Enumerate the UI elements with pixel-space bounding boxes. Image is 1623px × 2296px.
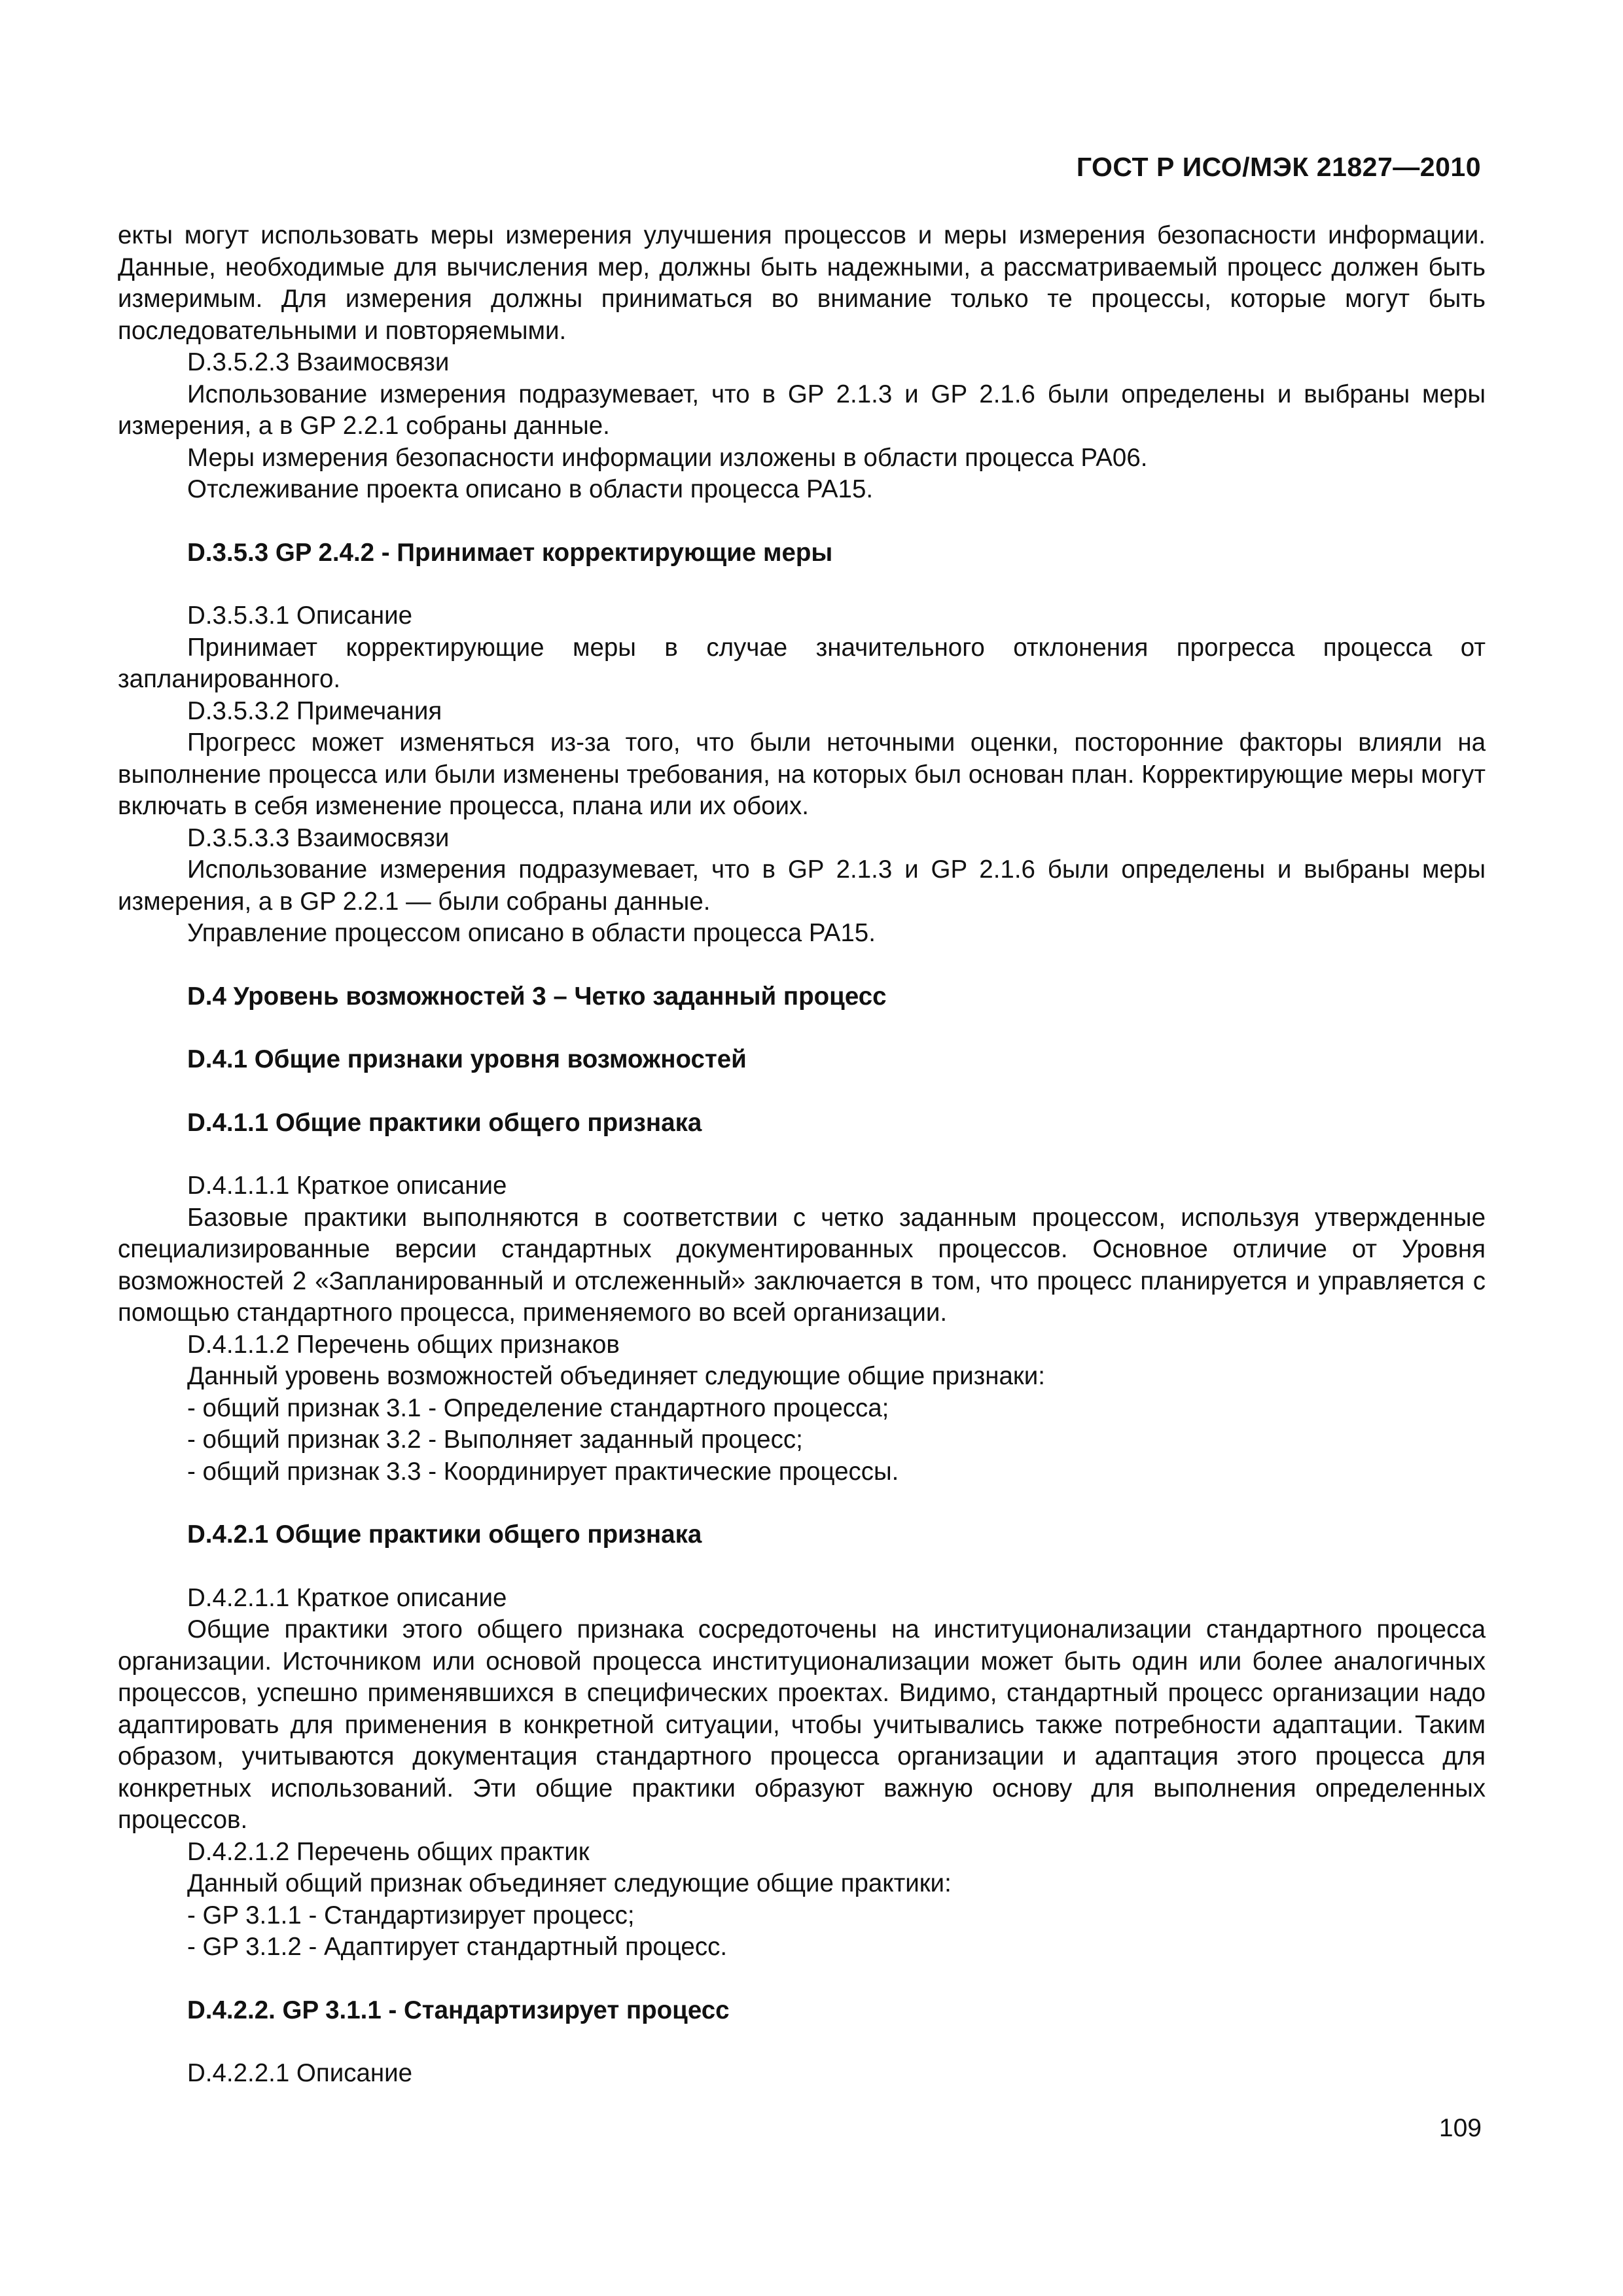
list-item: - GP 3.1.1 - Стандартизирует процесс; (187, 1901, 635, 1929)
section-heading: D.3.5.3 GP 2.4.2 - Принимает корректирующие меры (187, 538, 833, 567)
document-body (118, 220, 1486, 2090)
paragraph: Данный уровень возможностей объединяет следующие общие признаки: (187, 1362, 1045, 1390)
subclause-title: D.3.5.2.3 Взаимосвязи (187, 348, 450, 376)
paragraph: Отслеживание проекта описано в области процесса PA15. (187, 475, 874, 503)
section-heading: D.4 Уровень возможностей 3 – Четко заданный процесс (187, 982, 887, 1011)
list-item: - GP 3.1.2 - Адаптирует стандартный процесс. (187, 1933, 728, 1961)
paragraph: Меры измерения безопасности информации изложены в области процесса PA06. (187, 443, 1148, 472)
paragraph: Базовые практики выполняются в соответствии с четко заданным процессом, используя утвержденные специализированные версии стандартных документированных процессов. Основное отличие от Уровня возможностей 2 «Запланированный и отслеженный» заключается в том, что процесс планируется и управляется с помощью стандартного процесса, применяемого во всей организации. (118, 1203, 1486, 1327)
paragraph: Общие практики этого общего признака сосредоточены на институционализации стандартного процесса организации. Источником или основой процесса институционализации может быть один или более аналогичных процессов, успешно применявшихся в специфических проектах. Видимо, стандартный процесс организации надо адаптировать для применения в конкретной ситуации, чтобы учитывались также потребности адаптации. Таким образом, учитываются документация стандартного процесса организации и адаптация этого процесса для конкретных использований. Эти общие практики образуют важную основу для выполнения определенных процессов. (118, 1615, 1486, 1834)
subclause-title: D.4.1.1.2 Перечень общих признаков (187, 1330, 620, 1359)
subclause-title: D.4.2.2.1 Описание (187, 2059, 413, 2087)
paragraph: Использование измерения подразумевает, что в GP 2.1.3 и GP 2.1.6 были определены и выбраны меры измерения, а в GP 2.2.1 — были собраны данные. (118, 855, 1486, 916)
section-heading: D.4.2.1 Общие практики общего признака (187, 1520, 702, 1549)
document-header: ГОСТ Р ИСО/МЭК 21827—2010 (1076, 152, 1481, 182)
section-heading: D.4.1 Общие признаки уровня возможностей (187, 1045, 747, 1073)
list-item: - общий признак 3.2 - Выполняет заданный процесс; (187, 1426, 803, 1454)
paragraph: Принимает корректирующие меры в случае значительного отклонения прогресса процесса от запланированного. (118, 633, 1486, 693)
subclause-title: D.4.2.1.2 Перечень общих практик (187, 1837, 590, 1866)
page-number: 109 (1438, 2114, 1482, 2142)
subclause-title: D.3.5.3.3 Взаимосвязи (187, 823, 450, 852)
subclause-title: D.3.5.3.1 Описание (187, 601, 413, 630)
section-heading: D.4.2.2. GP 3.1.1 - Стандартизирует процесс (187, 1996, 730, 2024)
paragraph: Данный общий признак объединяет следующие общие практики: (187, 1869, 952, 1897)
paragraph-continuation: екты могут использовать меры измерения улучшения процессов и меры измерения безопасности информации. Данные, необходимые для вычисления мер, должны быть надежными, а рассматриваемый процесс должен быть измеримым. Для измерения должны приниматься во внимание только те процессы, которые могут быть последовательными и повторяемыми. (118, 221, 1486, 345)
subclause-title: D.4.2.1.1 Краткое описание (187, 1583, 507, 1612)
paragraph: Управление процессом описано в области процесса PA15. (187, 919, 876, 947)
section-heading: D.4.1.1 Общие практики общего признака (187, 1108, 702, 1137)
list-item: - общий признак 3.1 - Определение стандартного процесса; (187, 1393, 889, 1422)
subclause-title: D.3.5.3.2 Примечания (187, 696, 442, 725)
paragraph: Использование измерения подразумевает, что в GP 2.1.3 и GP 2.1.6 были определены и выбраны меры измерения, а в GP 2.2.1 собраны данные. (118, 380, 1486, 440)
list-item: - общий признак 3.3 - Координирует практические процессы. (187, 1457, 899, 1486)
subclause-title: D.4.1.1.1 Краткое описание (187, 1172, 507, 1200)
paragraph: Прогресс может изменяться из-за того, что были неточными оценки, посторонние факторы влияли на выполнение процесса или были изменены требования, на которых был основан план. Корректирующие меры могут включать в себя изменение процесса, плана или их обоих. (118, 728, 1486, 820)
